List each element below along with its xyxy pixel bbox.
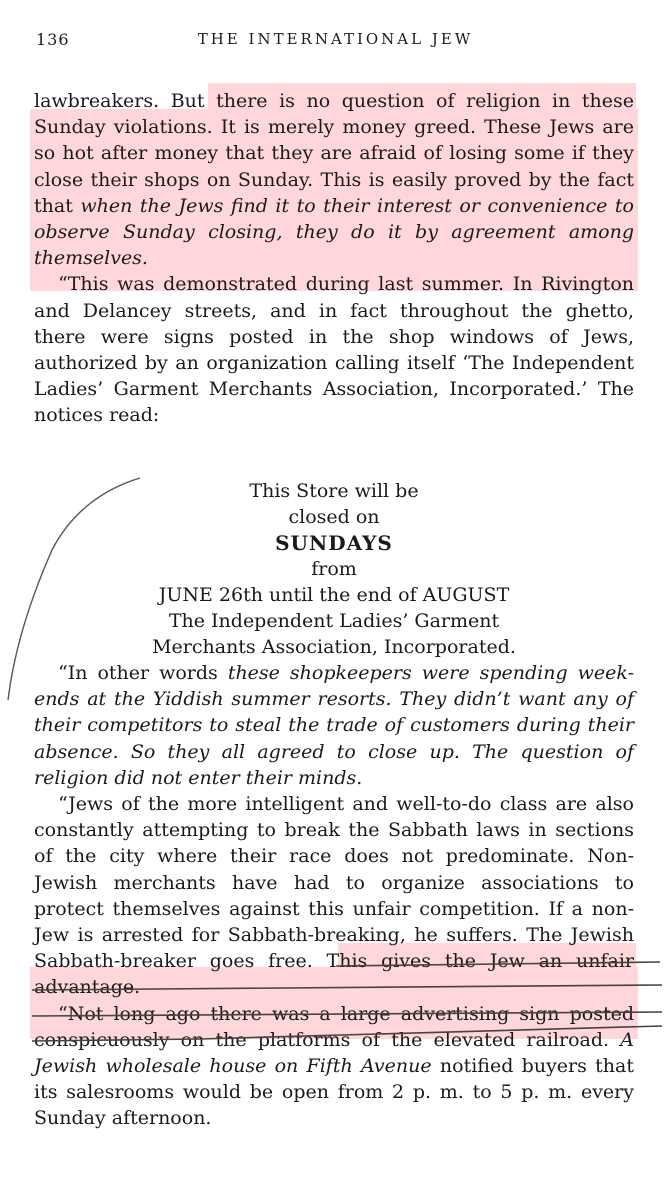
para1-italic: when the Jews find it to their interest or convenience to observe Sunday closing, they do it by agreement among themselves. [34,194,634,270]
notice-line: Merchants Association, Incorporated. [152,636,516,658]
page-number: 136 [36,30,70,49]
notice-line: JUNE 26th until the end of AUGUST [158,584,510,606]
body-text [34,88,634,429]
notice-line: This Store will be [249,480,419,502]
paragraph-5 [34,1001,634,1132]
para1-mid: But there is no question of religion in these Sunday violations. It is merely money greed. These Jews are so hot after money that they are afraid of losing some if they close their shops on Sunday. This is easily proved by the fact that [34,90,635,217]
book-title: THE INTERNATIONAL JEW [197,30,474,48]
notice-line: SUNDAYS [275,531,393,555]
para3-italic: these shopkeepers were spending week-ends at the Yiddish summer resorts. They didn’t want any of their competitors to steal the trade of customers during their absence. So they all agreed to close up. The question of religion did not enter their minds. [34,662,634,789]
paragraph-4 [34,791,634,1001]
notice-line: from [311,558,357,580]
paragraph-3 [34,660,634,791]
store-notice [34,478,634,660]
paragraph-2: “This was demonstrated during last summer. In Rivington and Delancey streets, and in fact throughout the ghetto, there were signs posted in the shop windows of Jews, authorized by an organization calling itself ‘The Independent Ladies’ Garment Merchants Association, Incorporated.’ The notices read: [34,273,634,427]
para3-start: “In other words [58,662,228,684]
para1-start: lawbreakers. [34,90,171,112]
para5-start: “Not long ago there was a large advertising sign posted conspicuously on the platforms of the elevated railroad. [34,1002,634,1051]
paragraph-1 [34,88,634,271]
para4-start: “Jews of the more intelligent and well-to-do class are also constantly attempting to break the Sabbath laws in sections of the city where their race does not predominate. Non-Jewish merchants have had to organize associations to protect themselves against this unfair competition. [34,793,634,920]
notice-line: closed on [288,506,380,528]
para5-end: notified buyers that its salesrooms would be open from 2 p. m. to 5 p. m. every Sunday afternoon. [34,1055,634,1130]
para4-underlined: If a non-Jew is arrested for Sabbath-breaking, he suffers. The Jewish Sabbath-breaker goes free. This gives the Jew an unfair advantage. [34,897,634,999]
para5-italic: A Jewish wholesale house on Fifth Avenue [34,1028,634,1078]
running-head [0,30,671,54]
body-text-lower [34,660,634,1132]
notice-line: The Independent Ladies’ Garment [168,610,500,632]
